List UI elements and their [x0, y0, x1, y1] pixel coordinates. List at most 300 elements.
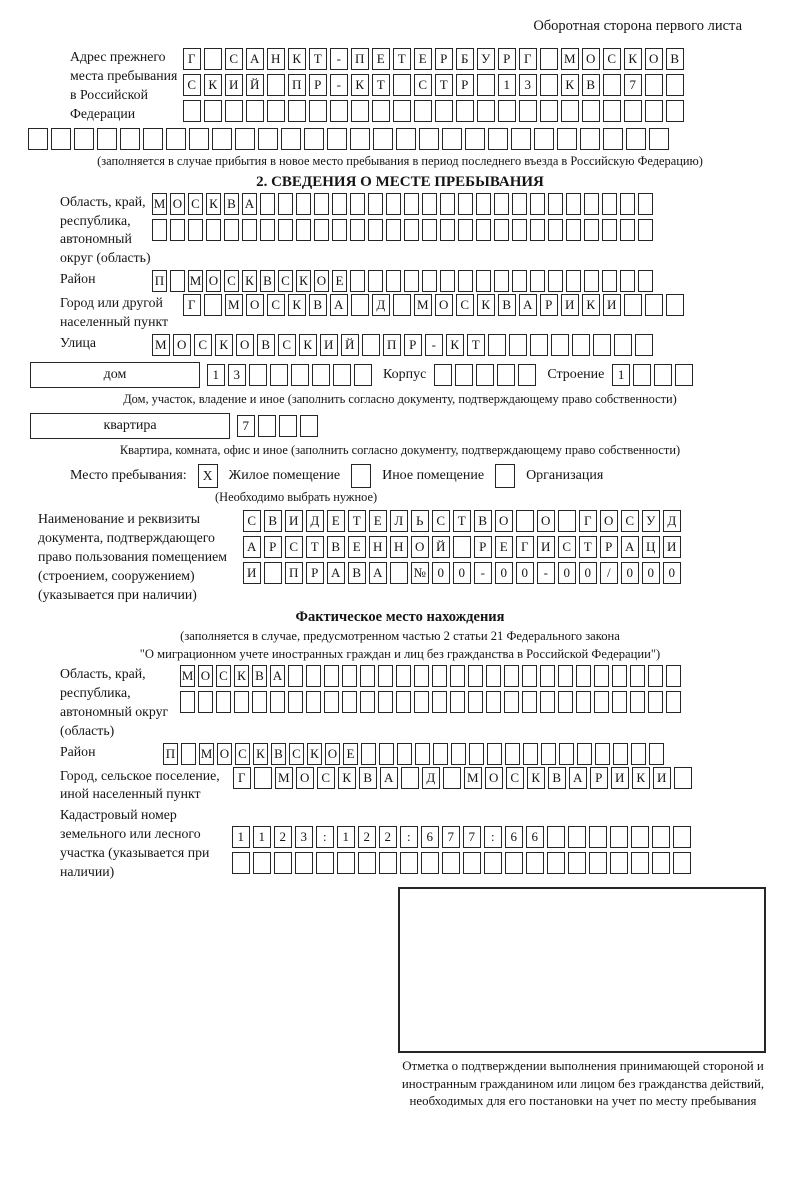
- char-cell[interactable]: О: [645, 48, 663, 70]
- char-cell[interactable]: П: [163, 743, 178, 765]
- char-cell[interactable]: Р: [264, 536, 282, 558]
- char-cell[interactable]: К: [338, 767, 356, 789]
- char-cell[interactable]: [332, 219, 347, 241]
- char-cell[interactable]: :: [484, 826, 502, 848]
- char-cell[interactable]: [373, 128, 393, 150]
- char-cell[interactable]: В: [474, 510, 492, 532]
- char-cell[interactable]: [296, 193, 311, 215]
- char-cell[interactable]: 0: [432, 562, 450, 584]
- char-cell[interactable]: В: [271, 743, 286, 765]
- char-cell[interactable]: О: [485, 767, 503, 789]
- char-cell[interactable]: [360, 691, 375, 713]
- char-cell[interactable]: [458, 219, 473, 241]
- char-cell[interactable]: О: [435, 294, 453, 316]
- char-cell[interactable]: [558, 691, 573, 713]
- char-cell[interactable]: [547, 826, 565, 848]
- char-cell[interactable]: [455, 364, 473, 386]
- char-cell[interactable]: [519, 100, 537, 122]
- char-cell[interactable]: [397, 743, 412, 765]
- char-cell[interactable]: Т: [435, 74, 453, 96]
- char-cell[interactable]: [235, 128, 255, 150]
- char-cell[interactable]: Р: [540, 294, 558, 316]
- char-cell[interactable]: [540, 665, 555, 687]
- char-cell[interactable]: В: [582, 74, 600, 96]
- char-cell[interactable]: [566, 270, 581, 292]
- char-cell[interactable]: [204, 294, 222, 316]
- char-cell[interactable]: Т: [309, 48, 327, 70]
- char-cell[interactable]: [453, 536, 471, 558]
- char-cell[interactable]: [673, 826, 691, 848]
- char-cell[interactable]: А: [270, 665, 285, 687]
- char-cell[interactable]: [368, 219, 383, 241]
- char-cell[interactable]: 0: [621, 562, 639, 584]
- char-cell[interactable]: -: [537, 562, 555, 584]
- char-cell[interactable]: [633, 364, 651, 386]
- char-cell[interactable]: [540, 100, 558, 122]
- char-cell[interactable]: [368, 270, 383, 292]
- char-cell[interactable]: [469, 743, 484, 765]
- char-cell[interactable]: Й: [246, 74, 264, 96]
- char-cell[interactable]: 7: [463, 826, 481, 848]
- char-cell[interactable]: [379, 852, 397, 874]
- char-cell[interactable]: О: [170, 193, 185, 215]
- char-cell[interactable]: [603, 74, 621, 96]
- char-cell[interactable]: [393, 294, 411, 316]
- char-cell[interactable]: С: [621, 510, 639, 532]
- char-cell[interactable]: [476, 364, 494, 386]
- char-cell[interactable]: [465, 128, 485, 150]
- char-cell[interactable]: В: [252, 665, 267, 687]
- char-cell[interactable]: [333, 364, 351, 386]
- char-cell[interactable]: [342, 691, 357, 713]
- char-cell[interactable]: 1: [253, 826, 271, 848]
- char-cell[interactable]: И: [611, 767, 629, 789]
- char-cell[interactable]: С: [225, 48, 243, 70]
- char-cell[interactable]: [246, 100, 264, 122]
- char-cell[interactable]: [638, 219, 653, 241]
- char-cell[interactable]: [612, 665, 627, 687]
- char-cell[interactable]: [602, 193, 617, 215]
- char-cell[interactable]: [654, 364, 672, 386]
- char-cell[interactable]: [324, 665, 339, 687]
- char-cell[interactable]: С: [432, 510, 450, 532]
- char-cell[interactable]: [350, 128, 370, 150]
- char-cell[interactable]: [291, 364, 309, 386]
- char-cell[interactable]: [189, 128, 209, 150]
- char-cell[interactable]: Д: [663, 510, 681, 532]
- char-cell[interactable]: 0: [558, 562, 576, 584]
- char-cell[interactable]: [170, 219, 185, 241]
- char-cell[interactable]: О: [314, 270, 329, 292]
- char-cell[interactable]: [516, 510, 534, 532]
- char-cell[interactable]: [451, 743, 466, 765]
- char-cell[interactable]: К: [288, 48, 306, 70]
- char-cell[interactable]: [414, 665, 429, 687]
- char-cell[interactable]: О: [495, 510, 513, 532]
- char-cell[interactable]: Т: [467, 334, 485, 356]
- char-cell[interactable]: Д: [306, 510, 324, 532]
- char-cell[interactable]: [530, 270, 545, 292]
- char-cell[interactable]: [422, 270, 437, 292]
- char-cell[interactable]: [602, 270, 617, 292]
- char-cell[interactable]: О: [411, 536, 429, 558]
- char-cell[interactable]: К: [351, 74, 369, 96]
- char-cell[interactable]: [404, 270, 419, 292]
- char-cell[interactable]: Е: [348, 536, 366, 558]
- char-cell[interactable]: [505, 743, 520, 765]
- char-cell[interactable]: [288, 691, 303, 713]
- char-cell[interactable]: О: [173, 334, 191, 356]
- char-cell[interactable]: [252, 691, 267, 713]
- char-cell[interactable]: [362, 334, 380, 356]
- char-cell[interactable]: О: [217, 743, 232, 765]
- char-cell[interactable]: В: [327, 536, 345, 558]
- char-cell[interactable]: [258, 128, 278, 150]
- char-cell[interactable]: [666, 665, 681, 687]
- char-cell[interactable]: 7: [237, 415, 255, 437]
- char-cell[interactable]: Е: [343, 743, 358, 765]
- char-cell[interactable]: [652, 826, 670, 848]
- char-cell[interactable]: [270, 691, 285, 713]
- char-cell[interactable]: 7: [624, 74, 642, 96]
- char-cell[interactable]: [540, 691, 555, 713]
- char-cell[interactable]: [306, 665, 321, 687]
- char-cell[interactable]: [166, 128, 186, 150]
- char-cell[interactable]: А: [369, 562, 387, 584]
- char-cell[interactable]: М: [464, 767, 482, 789]
- char-cell[interactable]: [602, 219, 617, 241]
- zhiloe-checkbox[interactable]: X: [198, 464, 218, 488]
- char-cell[interactable]: [278, 219, 293, 241]
- char-cell[interactable]: 6: [505, 826, 523, 848]
- char-cell[interactable]: [358, 852, 376, 874]
- char-cell[interactable]: [372, 100, 390, 122]
- char-cell[interactable]: К: [299, 334, 317, 356]
- char-cell[interactable]: Е: [369, 510, 387, 532]
- char-cell[interactable]: [212, 128, 232, 150]
- char-cell[interactable]: А: [330, 294, 348, 316]
- char-cell[interactable]: 6: [421, 826, 439, 848]
- char-cell[interactable]: М: [199, 743, 214, 765]
- char-cell[interactable]: [183, 100, 201, 122]
- char-cell[interactable]: С: [278, 334, 296, 356]
- kvartira-box[interactable]: квартира: [30, 413, 230, 439]
- char-cell[interactable]: С: [243, 510, 261, 532]
- char-cell[interactable]: П: [351, 48, 369, 70]
- char-cell[interactable]: [526, 852, 544, 874]
- char-cell[interactable]: [477, 100, 495, 122]
- char-cell[interactable]: [498, 100, 516, 122]
- char-cell[interactable]: [566, 193, 581, 215]
- char-cell[interactable]: [584, 193, 599, 215]
- char-cell[interactable]: Г: [519, 48, 537, 70]
- char-cell[interactable]: [152, 219, 167, 241]
- char-cell[interactable]: К: [206, 193, 221, 215]
- char-cell[interactable]: 1: [207, 364, 225, 386]
- char-cell[interactable]: Ь: [411, 510, 429, 532]
- char-cell[interactable]: [350, 270, 365, 292]
- char-cell[interactable]: [652, 852, 670, 874]
- char-cell[interactable]: [242, 219, 257, 241]
- char-cell[interactable]: [442, 852, 460, 874]
- char-cell[interactable]: [396, 665, 411, 687]
- char-cell[interactable]: Б: [456, 48, 474, 70]
- char-cell[interactable]: [504, 665, 519, 687]
- char-cell[interactable]: [589, 826, 607, 848]
- char-cell[interactable]: [548, 219, 563, 241]
- char-cell[interactable]: -: [425, 334, 443, 356]
- char-cell[interactable]: 0: [516, 562, 534, 584]
- organizaciya-checkbox[interactable]: [495, 464, 515, 488]
- char-cell[interactable]: [442, 128, 462, 150]
- char-cell[interactable]: Д: [422, 767, 440, 789]
- char-cell[interactable]: [440, 270, 455, 292]
- char-cell[interactable]: [295, 852, 313, 874]
- char-cell[interactable]: К: [632, 767, 650, 789]
- char-cell[interactable]: [626, 128, 646, 150]
- char-cell[interactable]: [645, 100, 663, 122]
- char-cell[interactable]: П: [383, 334, 401, 356]
- char-cell[interactable]: :: [316, 826, 334, 848]
- char-cell[interactable]: [540, 48, 558, 70]
- char-cell[interactable]: [577, 743, 592, 765]
- char-cell[interactable]: [419, 128, 439, 150]
- char-cell[interactable]: [603, 100, 621, 122]
- char-cell[interactable]: [638, 270, 653, 292]
- char-cell[interactable]: :: [400, 826, 418, 848]
- char-cell[interactable]: 7: [442, 826, 460, 848]
- char-cell[interactable]: [306, 691, 321, 713]
- char-cell[interactable]: [559, 743, 574, 765]
- char-cell[interactable]: [296, 219, 311, 241]
- char-cell[interactable]: [204, 48, 222, 70]
- char-cell[interactable]: [594, 665, 609, 687]
- char-cell[interactable]: [541, 743, 556, 765]
- char-cell[interactable]: К: [296, 270, 311, 292]
- char-cell[interactable]: Г: [183, 48, 201, 70]
- char-cell[interactable]: [204, 100, 222, 122]
- char-cell[interactable]: [267, 100, 285, 122]
- char-cell[interactable]: В: [224, 193, 239, 215]
- char-cell[interactable]: Т: [453, 510, 471, 532]
- char-cell[interactable]: [314, 219, 329, 241]
- char-cell[interactable]: В: [359, 767, 377, 789]
- char-cell[interactable]: [360, 665, 375, 687]
- char-cell[interactable]: [404, 219, 419, 241]
- char-cell[interactable]: [612, 691, 627, 713]
- char-cell[interactable]: Т: [372, 74, 390, 96]
- char-cell[interactable]: [568, 826, 586, 848]
- char-cell[interactable]: П: [152, 270, 167, 292]
- char-cell[interactable]: [414, 691, 429, 713]
- char-cell[interactable]: [523, 743, 538, 765]
- char-cell[interactable]: [206, 219, 221, 241]
- char-cell[interactable]: [379, 743, 394, 765]
- char-cell[interactable]: В: [548, 767, 566, 789]
- char-cell[interactable]: [530, 219, 545, 241]
- char-cell[interactable]: К: [527, 767, 545, 789]
- char-cell[interactable]: К: [204, 74, 222, 96]
- char-cell[interactable]: [648, 665, 663, 687]
- char-cell[interactable]: С: [558, 536, 576, 558]
- char-cell[interactable]: [393, 100, 411, 122]
- char-cell[interactable]: [561, 100, 579, 122]
- char-cell[interactable]: [386, 193, 401, 215]
- char-cell[interactable]: [584, 219, 599, 241]
- char-cell[interactable]: [432, 691, 447, 713]
- char-cell[interactable]: [568, 852, 586, 874]
- char-cell[interactable]: [350, 219, 365, 241]
- char-cell[interactable]: [279, 415, 297, 437]
- char-cell[interactable]: [396, 128, 416, 150]
- char-cell[interactable]: [530, 334, 548, 356]
- char-cell[interactable]: [458, 193, 473, 215]
- char-cell[interactable]: С: [188, 193, 203, 215]
- char-cell[interactable]: [557, 128, 577, 150]
- char-cell[interactable]: 3: [519, 74, 537, 96]
- char-cell[interactable]: [450, 691, 465, 713]
- char-cell[interactable]: 2: [379, 826, 397, 848]
- char-cell[interactable]: [260, 219, 275, 241]
- char-cell[interactable]: [253, 852, 271, 874]
- char-cell[interactable]: [378, 691, 393, 713]
- char-cell[interactable]: В: [260, 270, 275, 292]
- char-cell[interactable]: 2: [274, 826, 292, 848]
- char-cell[interactable]: И: [320, 334, 338, 356]
- char-cell[interactable]: [631, 826, 649, 848]
- char-cell[interactable]: [494, 219, 509, 241]
- char-cell[interactable]: В: [498, 294, 516, 316]
- char-cell[interactable]: [324, 691, 339, 713]
- char-cell[interactable]: [512, 270, 527, 292]
- char-cell[interactable]: [666, 691, 681, 713]
- char-cell[interactable]: [576, 691, 591, 713]
- char-cell[interactable]: [666, 74, 684, 96]
- char-cell[interactable]: [361, 743, 376, 765]
- char-cell[interactable]: [433, 743, 448, 765]
- char-cell[interactable]: [400, 852, 418, 874]
- char-cell[interactable]: [401, 767, 419, 789]
- char-cell[interactable]: О: [236, 334, 254, 356]
- char-cell[interactable]: [198, 691, 213, 713]
- char-cell[interactable]: [576, 665, 591, 687]
- char-cell[interactable]: [414, 100, 432, 122]
- char-cell[interactable]: В: [348, 562, 366, 584]
- char-cell[interactable]: [666, 294, 684, 316]
- char-cell[interactable]: [494, 193, 509, 215]
- char-cell[interactable]: Н: [267, 48, 285, 70]
- char-cell[interactable]: Р: [309, 74, 327, 96]
- char-cell[interactable]: [278, 193, 293, 215]
- char-cell[interactable]: К: [253, 743, 268, 765]
- char-cell[interactable]: [404, 193, 419, 215]
- char-cell[interactable]: 3: [228, 364, 246, 386]
- char-cell[interactable]: Г: [183, 294, 201, 316]
- char-cell[interactable]: [594, 691, 609, 713]
- char-cell[interactable]: [390, 562, 408, 584]
- char-cell[interactable]: [270, 364, 288, 386]
- char-cell[interactable]: [484, 852, 502, 874]
- char-cell[interactable]: [254, 767, 272, 789]
- char-cell[interactable]: [120, 128, 140, 150]
- char-cell[interactable]: С: [194, 334, 212, 356]
- char-cell[interactable]: [216, 691, 231, 713]
- char-cell[interactable]: [300, 415, 318, 437]
- char-cell[interactable]: [547, 852, 565, 874]
- char-cell[interactable]: [675, 364, 693, 386]
- char-cell[interactable]: [624, 294, 642, 316]
- char-cell[interactable]: К: [215, 334, 233, 356]
- char-cell[interactable]: [354, 364, 372, 386]
- char-cell[interactable]: [620, 193, 635, 215]
- char-cell[interactable]: А: [242, 193, 257, 215]
- char-cell[interactable]: У: [477, 48, 495, 70]
- char-cell[interactable]: В: [309, 294, 327, 316]
- char-cell[interactable]: С: [414, 74, 432, 96]
- char-cell[interactable]: А: [519, 294, 537, 316]
- char-cell[interactable]: [620, 219, 635, 241]
- char-cell[interactable]: [558, 510, 576, 532]
- char-cell[interactable]: [505, 852, 523, 874]
- char-cell[interactable]: И: [225, 74, 243, 96]
- char-cell[interactable]: 0: [663, 562, 681, 584]
- char-cell[interactable]: [386, 219, 401, 241]
- char-cell[interactable]: [512, 219, 527, 241]
- char-cell[interactable]: [522, 665, 537, 687]
- char-cell[interactable]: К: [446, 334, 464, 356]
- char-cell[interactable]: Е: [414, 48, 432, 70]
- char-cell[interactable]: [232, 852, 250, 874]
- char-cell[interactable]: [487, 743, 502, 765]
- char-cell[interactable]: [580, 128, 600, 150]
- char-cell[interactable]: [566, 219, 581, 241]
- char-cell[interactable]: [624, 100, 642, 122]
- char-cell[interactable]: М: [152, 193, 167, 215]
- char-cell[interactable]: [432, 665, 447, 687]
- char-cell[interactable]: [488, 334, 506, 356]
- char-cell[interactable]: С: [317, 767, 335, 789]
- char-cell[interactable]: [350, 193, 365, 215]
- char-cell[interactable]: [631, 852, 649, 874]
- char-cell[interactable]: О: [246, 294, 264, 316]
- char-cell[interactable]: М: [180, 665, 195, 687]
- char-cell[interactable]: [673, 852, 691, 874]
- char-cell[interactable]: [486, 691, 501, 713]
- char-cell[interactable]: Г: [516, 536, 534, 558]
- char-cell[interactable]: У: [642, 510, 660, 532]
- char-cell[interactable]: С: [278, 270, 293, 292]
- char-cell[interactable]: [264, 562, 282, 584]
- char-cell[interactable]: К: [307, 743, 322, 765]
- char-cell[interactable]: 1: [612, 364, 630, 386]
- char-cell[interactable]: С: [183, 74, 201, 96]
- char-cell[interactable]: [540, 74, 558, 96]
- char-cell[interactable]: [458, 270, 473, 292]
- char-cell[interactable]: Г: [233, 767, 251, 789]
- char-cell[interactable]: М: [188, 270, 203, 292]
- char-cell[interactable]: В: [264, 510, 282, 532]
- char-cell[interactable]: [509, 334, 527, 356]
- char-cell[interactable]: М: [225, 294, 243, 316]
- char-cell[interactable]: [463, 852, 481, 874]
- char-cell[interactable]: [422, 193, 437, 215]
- char-cell[interactable]: [312, 364, 330, 386]
- char-cell[interactable]: И: [663, 536, 681, 558]
- char-cell[interactable]: [188, 219, 203, 241]
- char-cell[interactable]: [497, 364, 515, 386]
- char-cell[interactable]: 0: [642, 562, 660, 584]
- char-cell[interactable]: [613, 743, 628, 765]
